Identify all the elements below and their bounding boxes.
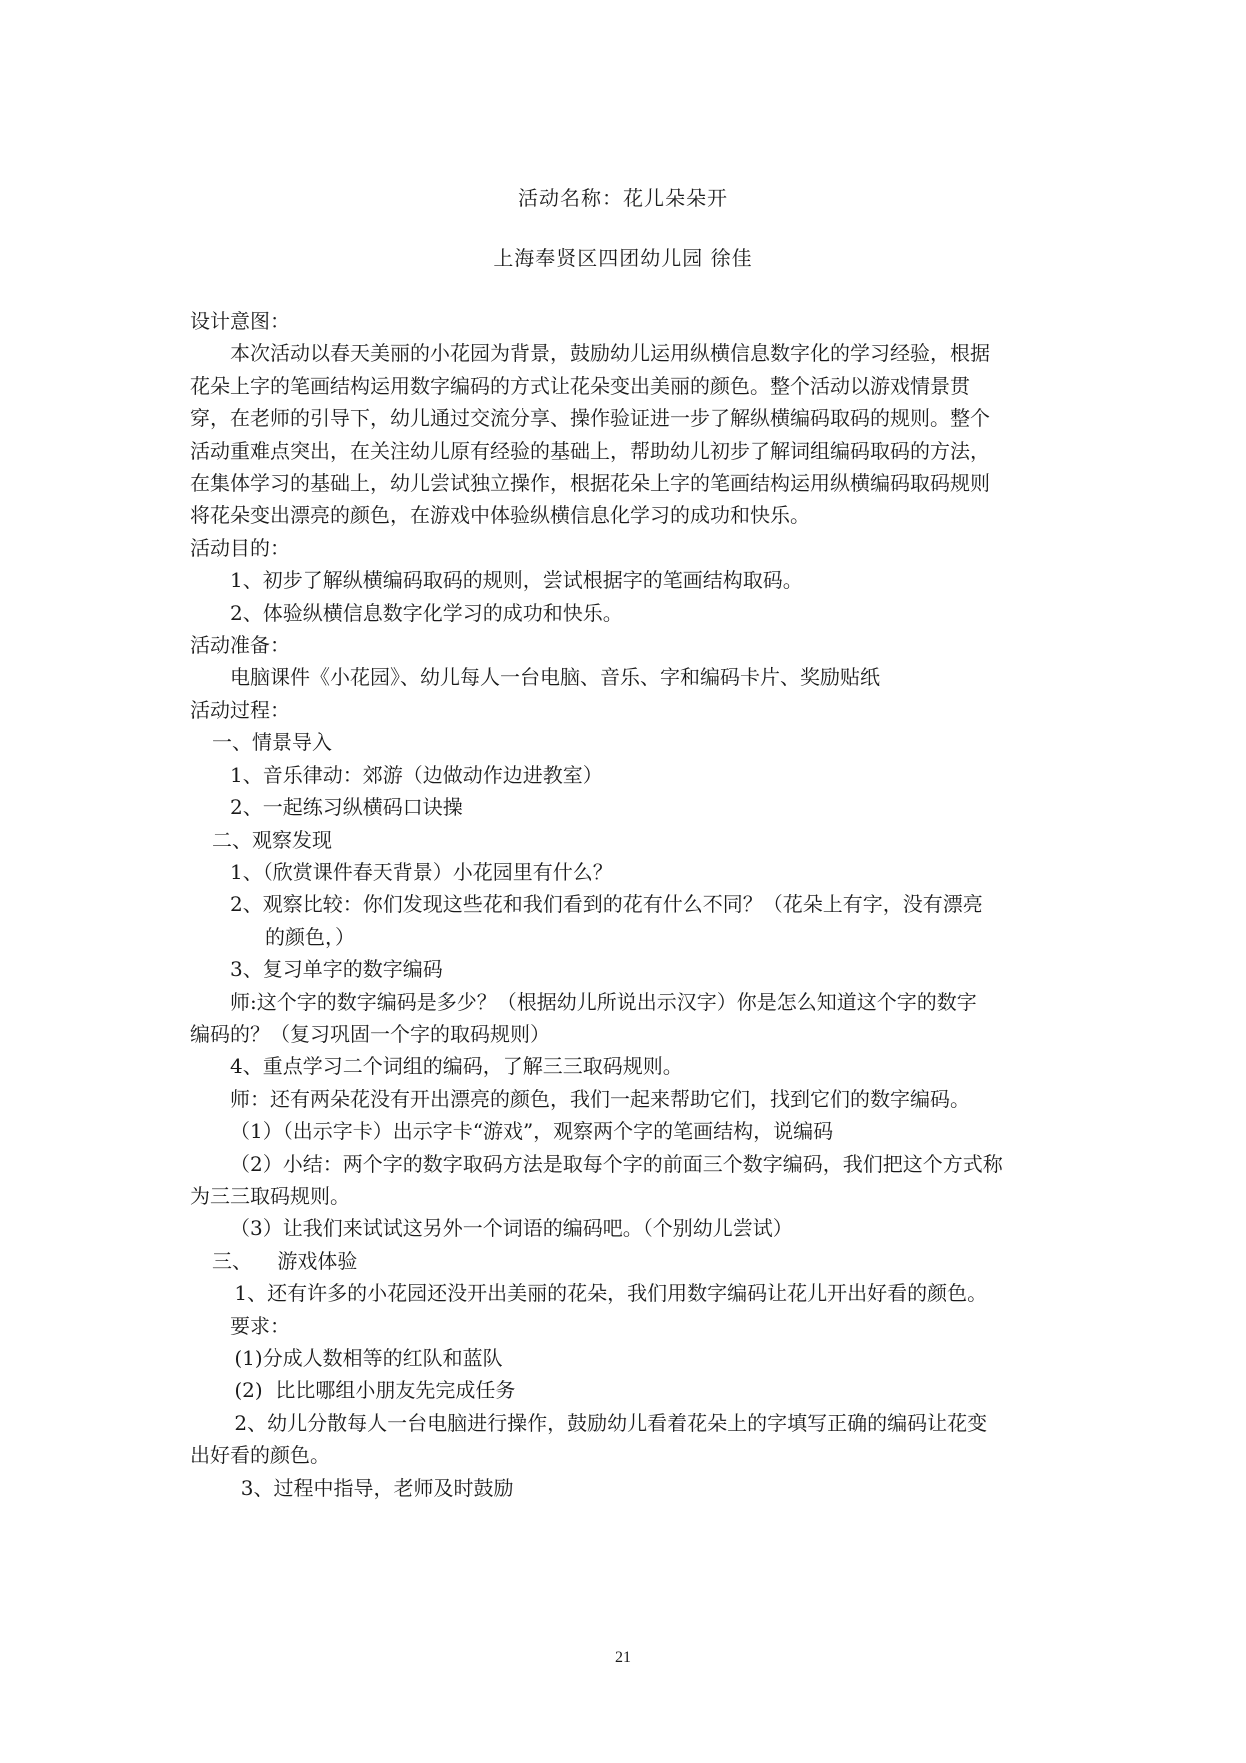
text-line: 1、音乐律动：郊游（边做动作边进教室） — [230, 762, 603, 787]
text-line: 将花朵变出漂亮的颜色，在游戏中体验纵横信息化学习的成功和快乐。 — [190, 503, 810, 528]
text-line: 活动重难点突出，在关注幼儿原有经验的基础上，帮助幼儿初步了解词组编码取码的方法， — [190, 438, 990, 463]
author-line: 上海奉贤区四团幼儿园 徐佳 — [493, 246, 753, 270]
text-line: （2）小结：两个字的数字取码方法是取每个字的前面三个数字编码，我们把这个方式称 — [230, 1151, 1003, 1176]
text-line: （1）（出示字卡）出示字卡“游戏”，观察两个字的笔画结构，说编码 — [230, 1119, 834, 1144]
text-line: 师:这个字的数字编码是多少？（根据幼儿所说出示汉字）你是怎么知道这个字的数字 — [230, 989, 977, 1014]
text-line: 3、复习单字的数字编码 — [230, 957, 443, 982]
text-line: 三、 游戏体验 — [212, 1248, 358, 1273]
text-line: 1、（欣赏课件春天背景）小花园里有什么？ — [230, 859, 613, 884]
text-line: 2、体验纵横信息数字化学习的成功和快乐。 — [230, 600, 623, 625]
page-title: 活动名称：花儿朵朵开 — [518, 186, 728, 210]
text-line: 活动过程： — [190, 697, 290, 722]
text-line: 2、一起练习纵横码口诀操 — [230, 795, 463, 820]
text-line: 设计意图： — [190, 309, 290, 333]
text-line: 电脑课件《小花园》、幼儿每人一台电脑、音乐、字和编码卡片、奖励贴纸 — [230, 665, 880, 690]
text-line: 编码的？（复习巩固一个字的取码规则） — [190, 1021, 550, 1046]
text-line: 二、观察发现 — [212, 827, 332, 852]
text-line: 4、重点学习二个词组的编码，了解三三取码规则。 — [230, 1054, 683, 1079]
page-number: 21 — [615, 1649, 631, 1666]
text-line: 师：还有两朵花没有开出漂亮的颜色，我们一起来帮助它们，找到它们的数字编码。 — [230, 1086, 970, 1111]
text-line: 在集体学习的基础上，幼儿尝试独立操作，根据花朵上字的笔画结构运用纵横编码取码规则 — [190, 471, 990, 496]
text-line: 活动目的： — [190, 535, 290, 560]
text-line: 花朵上字的笔画结构运用数字编码的方式让花朵变出美丽的颜色。整个活动以游戏情景贯 — [190, 373, 970, 398]
text-line: (2) 比比哪组小朋友先完成任务 — [228, 1378, 516, 1403]
text-line: 1、初步了解纵横编码取码的规则，尝试根据字的笔画结构取码。 — [230, 568, 803, 593]
text-line: 一、情景导入 — [212, 730, 332, 755]
text-line: 2、观察比较：你们发现这些花和我们看到的花有什么不同？（花朵上有字，没有漂亮 — [230, 892, 983, 917]
text-line: 本次活动以春天美丽的小花园为背景，鼓励幼儿运用纵横信息数字化的学习经验，根据 — [230, 341, 990, 366]
text-line: 出好看的颜色。 — [190, 1443, 330, 1468]
text-line: 为三三取码规则。 — [190, 1183, 350, 1208]
text-line: 活动准备： — [190, 633, 290, 658]
text-line: 的颜色，） — [265, 924, 355, 949]
text-line: 2、幼儿分散每人一台电脑进行操作，鼓励幼儿看着花朵上的字填写正确的编码让花变 — [228, 1410, 988, 1435]
text-line: 3、过程中指导，老师及时鼓励 — [228, 1475, 514, 1500]
text-line: （3）让我们来试试这另外一个词语的编码吧。（个别幼儿尝试） — [230, 1216, 793, 1241]
text-line: 1、还有许多的小花园还没开出美丽的花朵，我们用数字编码让花儿开出好看的颜色。 — [228, 1281, 988, 1306]
text-line: 要求： — [230, 1313, 290, 1338]
text-line: 穿，在老师的引导下，幼儿通过交流分享、操作验证进一步了解纵横编码取码的规则。整个 — [190, 406, 990, 431]
text-line: (1)分成人数相等的红队和蓝队 — [228, 1346, 503, 1370]
document-body — [190, 305, 1060, 1504]
